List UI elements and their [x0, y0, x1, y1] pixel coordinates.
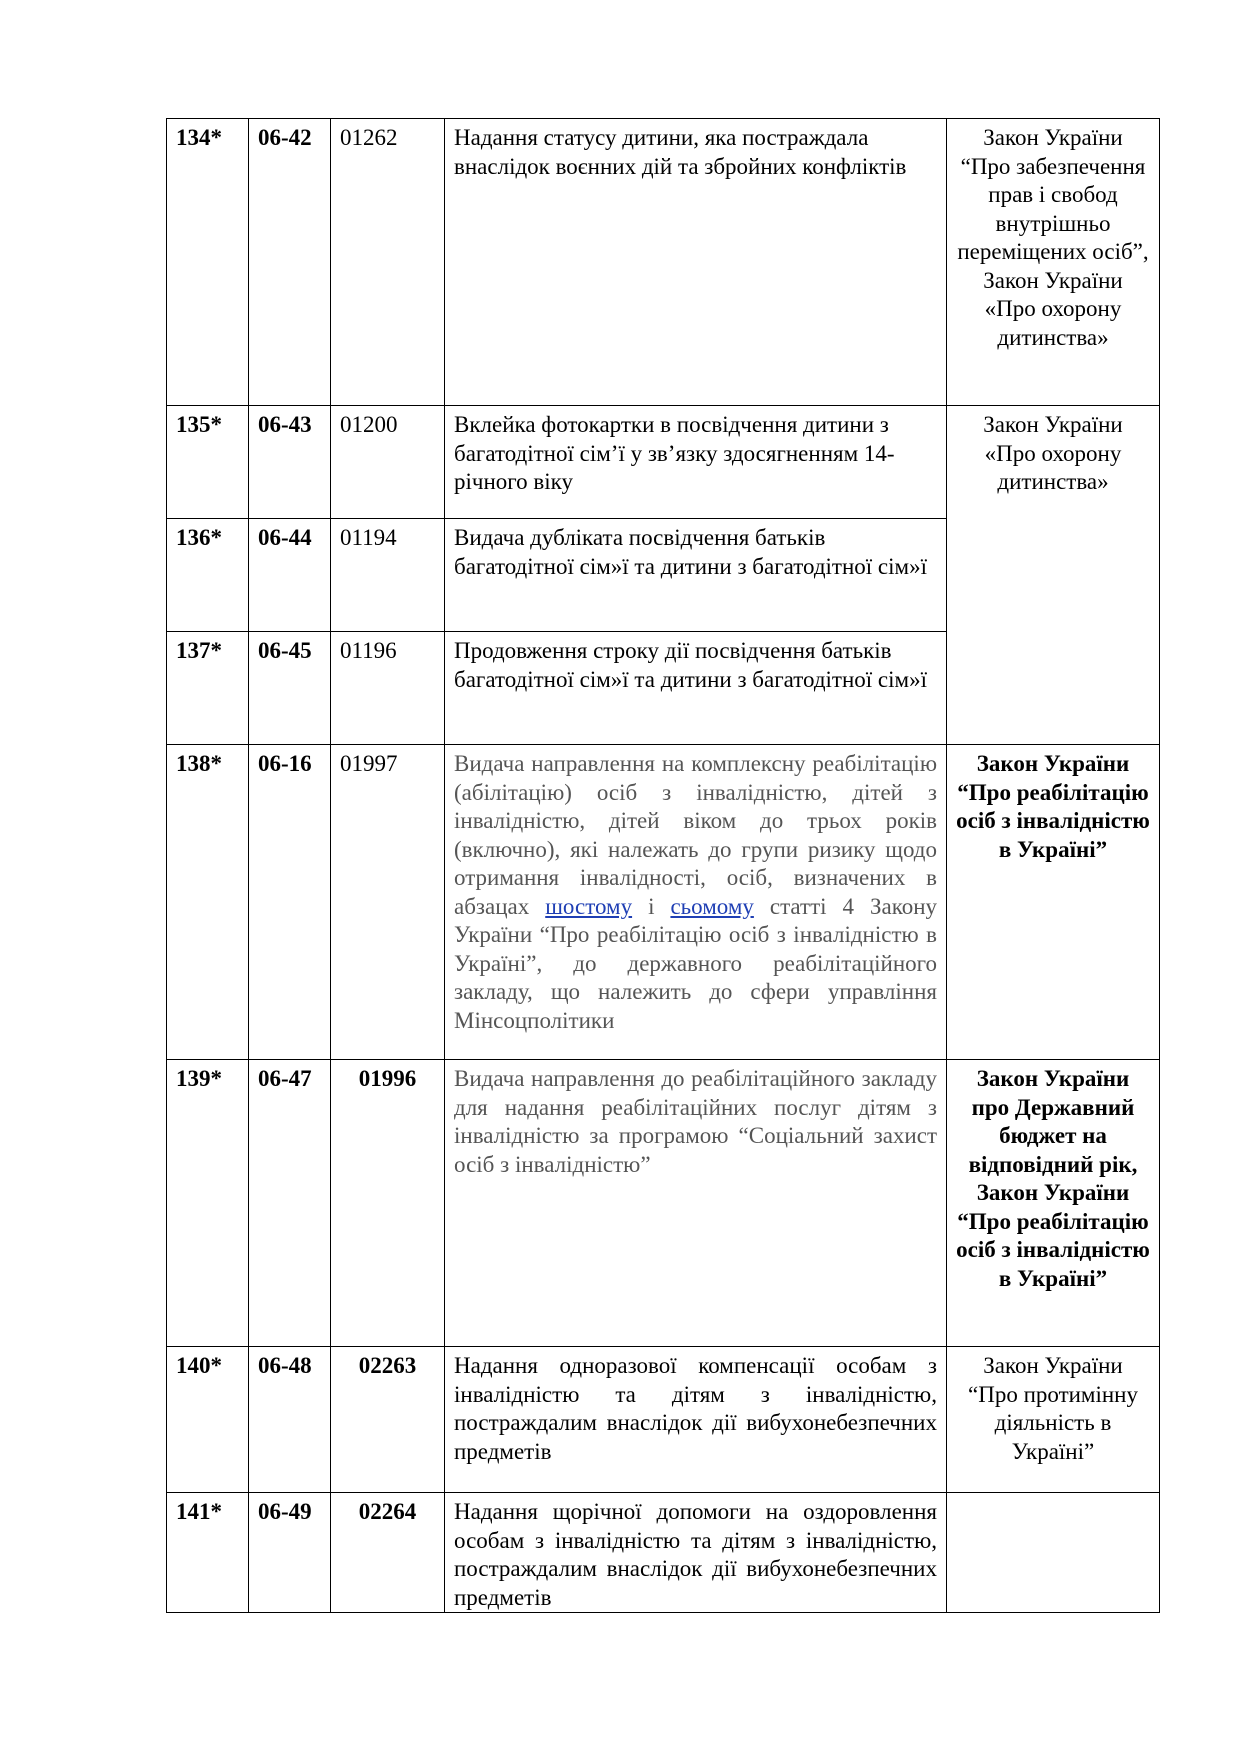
row-code: 06-44: [249, 519, 331, 632]
row-code: 06-45: [249, 632, 331, 745]
legal-basis: Закон України “Про протимінну діяльність в Україні”: [947, 1347, 1160, 1493]
service-id: 01196: [331, 632, 445, 745]
row-number: 136*: [167, 519, 249, 632]
table-row: [167, 119, 1160, 406]
service-description: Продовження строку дії посвідчення батьків багатодітної сім»ї та дитини з багатодітної сім»ї: [445, 632, 947, 745]
service-description: [445, 745, 947, 1060]
legal-basis: Закон України “Про забезпечення прав і свобод внутрішньо переміщених осіб”, Закон України «Про охорону дитинства»: [947, 119, 1160, 406]
service-description: Надання одноразової компенсації особам з інвалідністю та дітям з інвалідністю, постраждалим внаслідок дії вибухонебезпечних предметів: [445, 1347, 947, 1493]
service-description: Видача дубліката посвідчення батьків багатодітної сім»ї та дитини з багатодітної сім»ї: [445, 519, 947, 632]
service-id: 01194: [331, 519, 445, 632]
row-number: 141*: [167, 1493, 249, 1613]
row-code: 06-43: [249, 406, 331, 519]
link-paragraph-six[interactable]: шостому: [545, 893, 633, 919]
description-text: і: [648, 893, 655, 919]
service-id: 01997: [331, 745, 445, 1060]
row-code: 06-16: [249, 745, 331, 1060]
services-table: [166, 118, 1160, 1613]
table-row: [167, 1060, 1160, 1347]
row-number: 140*: [167, 1347, 249, 1493]
description-text: статті 4 Закону України “Про реабілітацію осіб з інвалідністю в Україні”, до державного реабілітаційного закладу, що належить до сфери управління Мінсоцполітики: [454, 893, 938, 1033]
service-description: Надання щорічної допомоги на оздоровлення особам з інвалідністю та дітям з інвалідністю, постраждалим внаслідок дії вибухонебезпечних предметів: [445, 1493, 947, 1613]
legal-basis: Закон України “Про реабілітацію осіб з інвалідністю в Україні”: [947, 745, 1160, 1060]
service-description: Видача направлення до реабілітаційного закладу для надання реабілітаційних послуг дітям з інвалідністю за програмою “Соціальний захист осіб з інвалідністю”: [445, 1060, 947, 1347]
legal-basis: Закон України про Державний бюджет на відповідний рік, Закон України “Про реабілітацію осіб з інвалідністю в Україні”: [947, 1060, 1160, 1347]
row-number: 135*: [167, 406, 249, 519]
legal-basis: [947, 1493, 1160, 1613]
table-row: [167, 745, 1160, 1060]
row-number: 139*: [167, 1060, 249, 1347]
service-id: 01200: [331, 406, 445, 519]
row-code: 06-48: [249, 1347, 331, 1493]
service-description: Вклейка фотокартки в посвідчення дитини з багатодітної сім’ї у зв’язку здосягненням 14-річного віку: [445, 406, 947, 519]
link-paragraph-seven[interactable]: сьомому: [670, 893, 754, 919]
row-code: 06-42: [249, 119, 331, 406]
description-text: Видача направлення на комплексну реабілітацію (абілітацію) осіб з інвалідністю, дітей з інвалідністю, дітей віком до трьох років (включно), які належать до групи ризику щодо отримання інвалідності, осіб, визначених в абзацах: [454, 751, 937, 919]
service-id: 02263: [331, 1347, 445, 1493]
table-row: [167, 1347, 1160, 1493]
service-id: 02264: [331, 1493, 445, 1613]
row-number: 134*: [167, 119, 249, 406]
row-code: 06-47: [249, 1060, 331, 1347]
service-id: 01996: [331, 1060, 445, 1347]
service-description: Надання статусу дитини, яка постраждала внаслідок воєнних дій та збройних конфліктів: [445, 119, 947, 406]
row-code: 06-49: [249, 1493, 331, 1613]
service-id: 01262: [331, 119, 445, 406]
legal-basis: Закон України «Про охорону дитинства»: [947, 406, 1160, 745]
row-number: 138*: [167, 745, 249, 1060]
row-number: 137*: [167, 632, 249, 745]
table-row: [167, 406, 1160, 519]
table-row: [167, 1493, 1160, 1613]
